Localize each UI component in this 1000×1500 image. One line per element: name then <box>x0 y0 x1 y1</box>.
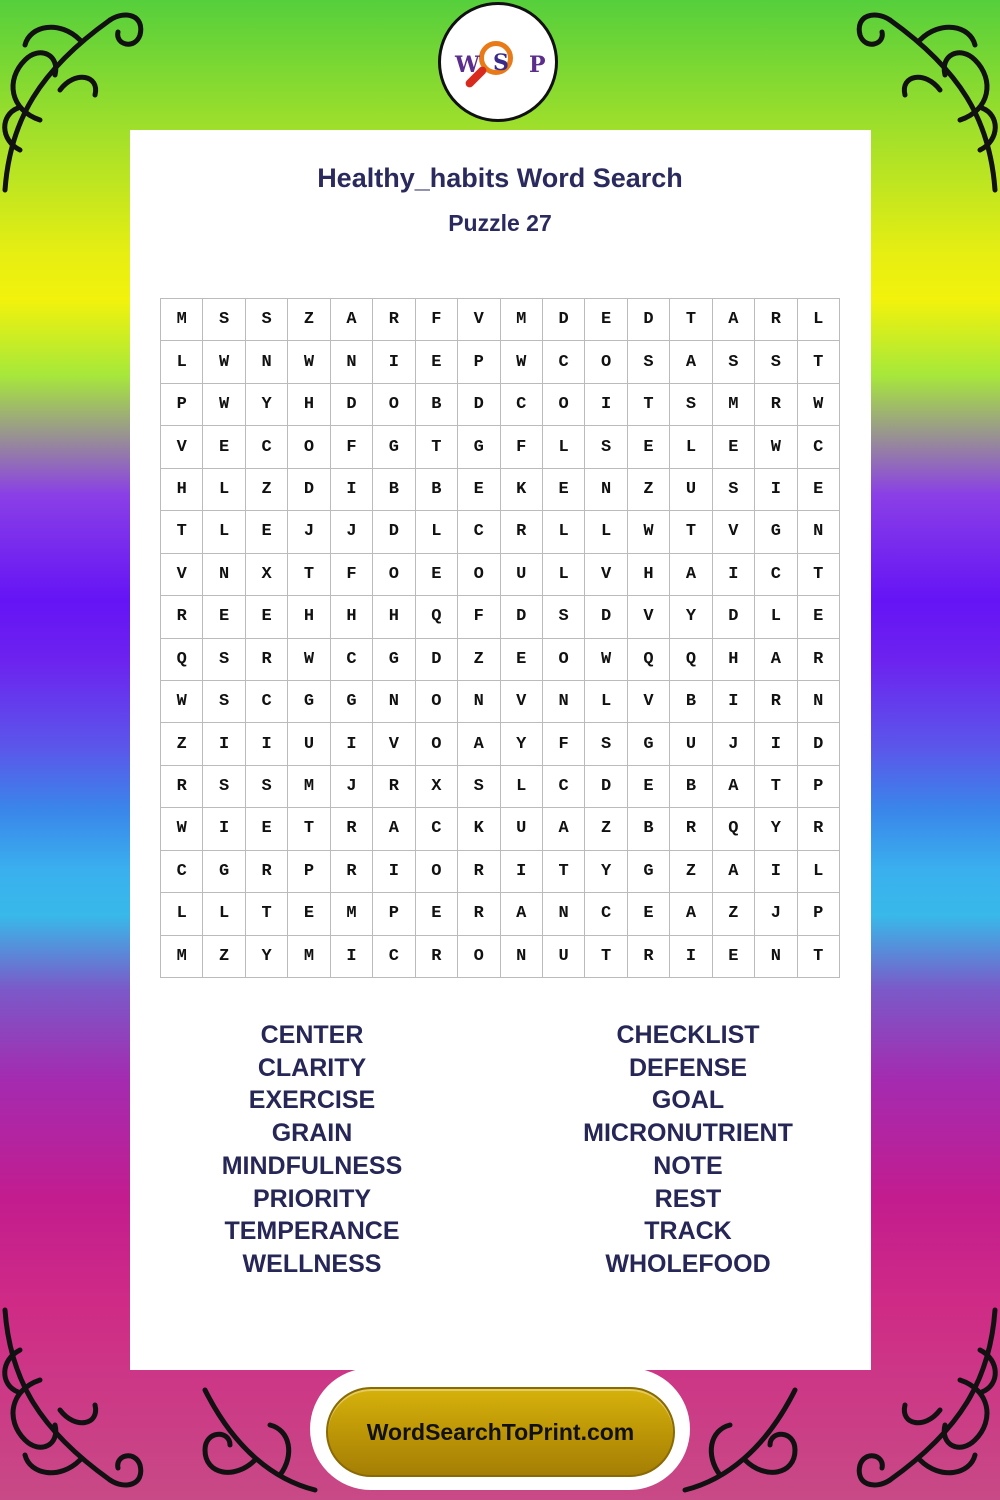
grid-cell[interactable]: M <box>713 384 755 426</box>
grid-cell[interactable]: S <box>203 299 245 341</box>
grid-cell[interactable]: A <box>713 299 755 341</box>
grid-cell[interactable]: E <box>288 893 330 935</box>
grid-cell[interactable]: B <box>670 681 712 723</box>
grid-cell[interactable]: F <box>501 426 543 468</box>
grid-cell[interactable]: V <box>458 299 500 341</box>
grid-cell[interactable]: L <box>543 426 585 468</box>
grid-cell[interactable]: C <box>373 936 415 978</box>
grid-cell[interactable]: Z <box>713 893 755 935</box>
grid-cell[interactable]: M <box>331 893 373 935</box>
word-item: CHECKLIST <box>616 1021 760 1049</box>
grid-cell[interactable]: G <box>628 723 670 765</box>
grid-cell[interactable]: L <box>416 511 458 553</box>
grid-cell[interactable]: Z <box>288 299 330 341</box>
grid-cell[interactable]: D <box>416 639 458 681</box>
grid-cell[interactable]: O <box>373 554 415 596</box>
grid-cell[interactable]: G <box>331 681 373 723</box>
word-item: CENTER <box>260 1021 364 1049</box>
grid-cell[interactable]: N <box>543 893 585 935</box>
grid-cell[interactable]: T <box>416 426 458 468</box>
grid-cell[interactable]: P <box>798 893 840 935</box>
grid-cell[interactable]: L <box>203 893 245 935</box>
grid-cell[interactable]: B <box>373 469 415 511</box>
grid-cell[interactable]: B <box>416 469 458 511</box>
grid-cell[interactable]: O <box>458 554 500 596</box>
grid-cell[interactable]: C <box>501 384 543 426</box>
grid-cell[interactable]: R <box>416 936 458 978</box>
grid-cell[interactable]: A <box>331 299 373 341</box>
grid-cell[interactable]: S <box>628 341 670 383</box>
grid-cell[interactable]: H <box>373 596 415 638</box>
grid-cell[interactable]: N <box>203 554 245 596</box>
grid-cell[interactable]: C <box>543 766 585 808</box>
word-list-right <box>538 1019 838 1281</box>
grid-cell[interactable]: C <box>331 639 373 681</box>
grid-cell[interactable]: D <box>373 511 415 553</box>
word-item: WHOLEFOOD <box>605 1249 771 1278</box>
grid-cell[interactable]: U <box>501 554 543 596</box>
grid-cell[interactable]: T <box>628 384 670 426</box>
grid-cell[interactable]: F <box>458 596 500 638</box>
grid-cell[interactable]: O <box>288 426 330 468</box>
grid-cell[interactable]: W <box>755 426 797 468</box>
grid-cell[interactable]: S <box>203 766 245 808</box>
grid-cell[interactable]: R <box>755 299 797 341</box>
word-item: DEFENSE <box>628 1053 748 1082</box>
grid-cell[interactable]: Z <box>161 723 203 765</box>
grid-cell[interactable]: E <box>416 341 458 383</box>
word-item: WELLNESS <box>242 1249 382 1278</box>
grid-cell[interactable]: S <box>713 469 755 511</box>
grid-cell[interactable]: G <box>288 681 330 723</box>
grid-cell[interactable]: V <box>161 554 203 596</box>
grid-cell[interactable]: R <box>628 936 670 978</box>
grid-cell[interactable]: Q <box>670 639 712 681</box>
grid-cell[interactable]: S <box>543 596 585 638</box>
corner-ornament-icon <box>850 1300 1000 1500</box>
grid-cell[interactable]: J <box>331 511 373 553</box>
word-item: CLARITY <box>257 1053 367 1082</box>
grid-cell[interactable]: O <box>416 681 458 723</box>
grid-cell[interactable]: G <box>373 426 415 468</box>
grid-cell[interactable]: T <box>670 511 712 553</box>
grid-cell[interactable]: E <box>798 469 840 511</box>
grid-cell[interactable]: L <box>161 893 203 935</box>
grid-cell[interactable]: M <box>288 766 330 808</box>
grid-cell[interactable]: Q <box>713 808 755 850</box>
grid-cell[interactable]: L <box>670 426 712 468</box>
grid-cell[interactable]: I <box>203 808 245 850</box>
logo-letter: S <box>493 50 509 76</box>
grid-cell[interactable]: E <box>628 893 670 935</box>
grid-cell[interactable]: T <box>543 851 585 893</box>
grid-cell[interactable]: C <box>585 893 627 935</box>
grid-cell[interactable]: S <box>713 341 755 383</box>
grid-cell[interactable]: R <box>331 808 373 850</box>
grid-cell[interactable]: P <box>288 851 330 893</box>
grid-cell[interactable]: O <box>373 384 415 426</box>
grid-cell[interactable]: T <box>798 936 840 978</box>
grid-cell[interactable]: Z <box>458 639 500 681</box>
scroll-ornament-icon <box>680 1370 815 1500</box>
grid-cell[interactable]: A <box>670 893 712 935</box>
grid-cell[interactable]: D <box>798 723 840 765</box>
grid-cell[interactable]: H <box>161 469 203 511</box>
word-list-left <box>162 1019 462 1281</box>
grid-cell[interactable]: H <box>713 639 755 681</box>
grid-cell[interactable]: T <box>755 766 797 808</box>
grid-cell[interactable]: C <box>798 426 840 468</box>
grid-cell[interactable]: U <box>501 808 543 850</box>
grid-cell[interactable]: V <box>585 554 627 596</box>
grid-cell[interactable]: S <box>458 766 500 808</box>
grid-cell[interactable]: U <box>288 723 330 765</box>
grid-cell[interactable]: P <box>373 893 415 935</box>
grid-cell[interactable]: L <box>755 596 797 638</box>
grid-cell[interactable]: S <box>246 299 288 341</box>
grid-cell[interactable]: F <box>543 723 585 765</box>
grid-cell[interactable]: O <box>585 341 627 383</box>
grid-cell[interactable]: L <box>543 554 585 596</box>
grid-cell[interactable]: T <box>246 893 288 935</box>
grid-cell[interactable]: Q <box>628 639 670 681</box>
grid-cell[interactable]: T <box>798 554 840 596</box>
grid-cell[interactable]: S <box>585 426 627 468</box>
grid-cell[interactable]: E <box>416 554 458 596</box>
grid-cell[interactable]: C <box>161 851 203 893</box>
grid-cell[interactable]: G <box>458 426 500 468</box>
grid-cell[interactable]: O <box>543 639 585 681</box>
grid-cell[interactable]: C <box>416 808 458 850</box>
grid-cell[interactable]: W <box>501 341 543 383</box>
grid-cell[interactable]: F <box>331 554 373 596</box>
grid-cell[interactable]: I <box>373 341 415 383</box>
scroll-ornament-icon <box>185 1370 320 1500</box>
website-button[interactable]: WordSearchToPrint.com <box>326 1387 675 1477</box>
grid-cell[interactable]: E <box>628 766 670 808</box>
grid-cell[interactable]: J <box>755 893 797 935</box>
grid-cell[interactable]: L <box>203 511 245 553</box>
grid-cell[interactable]: I <box>331 936 373 978</box>
grid-cell[interactable]: C <box>246 681 288 723</box>
grid-cell[interactable]: E <box>246 511 288 553</box>
word-item: TRACK <box>644 1217 732 1246</box>
grid-cell[interactable]: E <box>798 596 840 638</box>
logo-letter: W <box>455 52 480 78</box>
grid-cell[interactable]: Q <box>416 596 458 638</box>
grid-cell[interactable]: B <box>670 766 712 808</box>
grid-cell[interactable]: A <box>670 341 712 383</box>
word-item: GOAL <box>651 1086 725 1115</box>
grid-cell[interactable]: F <box>416 299 458 341</box>
grid-cell[interactable]: E <box>501 639 543 681</box>
grid-cell[interactable]: H <box>628 554 670 596</box>
grid-cell[interactable]: Y <box>585 851 627 893</box>
grid-cell[interactable]: S <box>670 384 712 426</box>
grid-cell[interactable]: F <box>331 426 373 468</box>
grid-cell[interactable]: N <box>373 681 415 723</box>
grid-cell[interactable]: V <box>628 681 670 723</box>
corner-ornament-icon <box>0 1300 150 1500</box>
grid-cell[interactable]: S <box>755 341 797 383</box>
grid-cell[interactable]: N <box>755 936 797 978</box>
grid-cell[interactable]: W <box>288 341 330 383</box>
grid-cell[interactable]: S <box>203 639 245 681</box>
grid-cell[interactable]: W <box>798 384 840 426</box>
word-item: NOTE <box>653 1151 723 1180</box>
grid-cell[interactable]: P <box>458 341 500 383</box>
grid-cell[interactable]: L <box>585 511 627 553</box>
grid-cell[interactable]: N <box>246 341 288 383</box>
grid-cell[interactable]: T <box>585 936 627 978</box>
grid-cell[interactable]: Y <box>246 384 288 426</box>
grid-cell[interactable]: R <box>670 808 712 850</box>
word-item: MINDFULNESS <box>221 1151 403 1180</box>
grid-cell[interactable]: I <box>501 851 543 893</box>
grid-cell[interactable]: H <box>288 596 330 638</box>
grid-cell[interactable]: P <box>161 384 203 426</box>
grid-cell[interactable]: S <box>203 681 245 723</box>
grid-cell[interactable]: T <box>288 808 330 850</box>
grid-cell[interactable]: A <box>755 639 797 681</box>
grid-cell[interactable]: O <box>416 723 458 765</box>
grid-cell[interactable]: R <box>458 851 500 893</box>
grid-cell[interactable]: X <box>246 554 288 596</box>
word-item: EXERCISE <box>248 1086 376 1115</box>
grid-cell[interactable]: O <box>458 936 500 978</box>
grid-cell[interactable]: G <box>628 851 670 893</box>
grid-cell[interactable]: E <box>246 596 288 638</box>
grid-cell[interactable]: I <box>373 851 415 893</box>
grid-cell[interactable]: O <box>416 851 458 893</box>
grid-cell[interactable]: R <box>246 851 288 893</box>
grid-cell[interactable]: R <box>755 681 797 723</box>
grid-cell[interactable]: I <box>755 723 797 765</box>
grid-cell[interactable]: K <box>501 469 543 511</box>
grid-cell[interactable]: Z <box>628 469 670 511</box>
grid-cell[interactable]: H <box>288 384 330 426</box>
grid-cell[interactable]: S <box>246 766 288 808</box>
grid-cell[interactable]: E <box>203 596 245 638</box>
grid-cell[interactable]: E <box>416 893 458 935</box>
grid-cell[interactable]: Y <box>670 596 712 638</box>
grid-cell[interactable]: R <box>373 766 415 808</box>
grid-cell[interactable]: D <box>543 299 585 341</box>
word-item: TEMPERANCE <box>224 1217 400 1246</box>
grid-cell[interactable]: W <box>628 511 670 553</box>
grid-cell[interactable]: U <box>670 723 712 765</box>
word-item: REST <box>654 1184 722 1213</box>
grid-cell[interactable]: L <box>161 341 203 383</box>
grid-cell[interactable]: S <box>585 723 627 765</box>
grid-cell[interactable]: C <box>543 341 585 383</box>
grid-cell[interactable]: B <box>628 808 670 850</box>
grid-cell[interactable]: D <box>331 384 373 426</box>
grid-cell[interactable]: E <box>246 808 288 850</box>
grid-cell[interactable]: Q <box>161 639 203 681</box>
grid-cell[interactable]: A <box>373 808 415 850</box>
grid-cell[interactable]: I <box>331 723 373 765</box>
grid-cell[interactable]: A <box>501 893 543 935</box>
grid-cell[interactable]: G <box>373 639 415 681</box>
grid-cell[interactable]: J <box>331 766 373 808</box>
grid-cell[interactable]: N <box>501 936 543 978</box>
grid-cell[interactable]: L <box>798 299 840 341</box>
logo-letter: P <box>529 52 546 78</box>
grid-cell[interactable]: E <box>458 469 500 511</box>
grid-cell[interactable]: E <box>203 426 245 468</box>
grid-cell[interactable]: X <box>416 766 458 808</box>
grid-cell[interactable]: D <box>713 596 755 638</box>
grid-cell[interactable]: H <box>331 596 373 638</box>
grid-cell[interactable]: N <box>798 681 840 723</box>
grid-cell[interactable]: E <box>713 426 755 468</box>
grid-cell[interactable]: R <box>501 511 543 553</box>
grid-cell[interactable]: I <box>670 936 712 978</box>
grid-cell[interactable]: W <box>585 639 627 681</box>
grid-cell[interactable]: C <box>458 511 500 553</box>
puzzle-number: Puzzle 27 <box>448 210 552 236</box>
grid-cell[interactable]: J <box>713 723 755 765</box>
grid-cell[interactable]: L <box>585 681 627 723</box>
grid-cell[interactable]: G <box>755 511 797 553</box>
grid-cell[interactable]: D <box>628 299 670 341</box>
grid-cell[interactable]: A <box>458 723 500 765</box>
grid-cell[interactable]: D <box>458 384 500 426</box>
grid-cell[interactable]: E <box>543 469 585 511</box>
grid-cell[interactable]: I <box>331 469 373 511</box>
grid-cell[interactable]: C <box>755 554 797 596</box>
word-item: GRAIN <box>271 1119 353 1148</box>
grid-cell[interactable]: G <box>203 851 245 893</box>
grid-cell[interactable]: Y <box>501 723 543 765</box>
grid-cell[interactable]: T <box>161 511 203 553</box>
grid-cell[interactable]: M <box>161 299 203 341</box>
grid-cell[interactable]: V <box>501 681 543 723</box>
grid-cell[interactable]: R <box>161 596 203 638</box>
grid-cell[interactable]: U <box>543 936 585 978</box>
grid-cell[interactable]: J <box>288 511 330 553</box>
grid-cell[interactable]: W <box>161 681 203 723</box>
grid-cell[interactable]: R <box>373 299 415 341</box>
grid-cell[interactable]: I <box>585 384 627 426</box>
grid-cell[interactable]: Z <box>670 851 712 893</box>
grid-cell[interactable]: O <box>543 384 585 426</box>
grid-cell[interactable]: I <box>713 681 755 723</box>
grid-cell[interactable]: T <box>288 554 330 596</box>
grid-cell[interactable]: N <box>543 681 585 723</box>
grid-cell[interactable]: C <box>246 426 288 468</box>
grid-cell[interactable]: N <box>331 341 373 383</box>
grid-cell[interactable]: R <box>246 639 288 681</box>
grid-cell[interactable]: I <box>203 723 245 765</box>
grid-cell[interactable]: N <box>458 681 500 723</box>
grid-cell[interactable]: W <box>203 384 245 426</box>
grid-cell[interactable]: U <box>670 469 712 511</box>
wsp-logo[interactable] <box>438 2 558 122</box>
grid-cell[interactable]: K <box>458 808 500 850</box>
grid-cell[interactable]: A <box>713 766 755 808</box>
grid-cell[interactable]: Z <box>585 808 627 850</box>
grid-cell[interactable]: V <box>373 723 415 765</box>
grid-cell[interactable]: R <box>331 851 373 893</box>
grid-cell[interactable]: E <box>628 426 670 468</box>
grid-cell[interactable]: E <box>713 936 755 978</box>
letter-grid <box>160 298 840 978</box>
grid-cell[interactable]: W <box>161 808 203 850</box>
page-title: Healthy_habits Word Search <box>317 163 683 193</box>
grid-cell[interactable]: T <box>670 299 712 341</box>
grid-cell[interactable]: I <box>755 469 797 511</box>
grid-cell[interactable]: R <box>798 639 840 681</box>
grid-cell[interactable]: M <box>161 936 203 978</box>
word-item: PRIORITY <box>252 1184 372 1213</box>
grid-cell[interactable]: A <box>670 554 712 596</box>
grid-cell[interactable]: P <box>798 766 840 808</box>
word-item: MICRONUTRIENT <box>583 1119 793 1148</box>
grid-cell[interactable]: B <box>416 384 458 426</box>
grid-cell[interactable]: L <box>543 511 585 553</box>
grid-cell[interactable]: D <box>585 596 627 638</box>
grid-cell[interactable]: L <box>203 469 245 511</box>
grid-cell[interactable]: Y <box>246 936 288 978</box>
grid-cell[interactable]: T <box>798 341 840 383</box>
grid-cell[interactable]: L <box>501 766 543 808</box>
grid-cell[interactable]: Z <box>203 936 245 978</box>
grid-cell[interactable]: D <box>501 596 543 638</box>
grid-cell[interactable]: A <box>543 808 585 850</box>
grid-cell[interactable]: R <box>458 893 500 935</box>
grid-cell[interactable]: I <box>755 851 797 893</box>
grid-cell[interactable]: R <box>798 808 840 850</box>
grid-cell[interactable]: V <box>713 511 755 553</box>
grid-cell[interactable]: W <box>288 639 330 681</box>
grid-cell[interactable]: N <box>585 469 627 511</box>
grid-cell[interactable]: I <box>713 554 755 596</box>
grid-cell[interactable]: N <box>798 511 840 553</box>
grid-cell[interactable]: W <box>203 341 245 383</box>
grid-cell[interactable]: Z <box>246 469 288 511</box>
grid-cell[interactable]: V <box>161 426 203 468</box>
grid-cell[interactable]: R <box>755 384 797 426</box>
grid-cell[interactable]: R <box>161 766 203 808</box>
grid-cell[interactable]: Y <box>755 808 797 850</box>
grid-cell[interactable]: A <box>713 851 755 893</box>
grid-cell[interactable]: D <box>288 469 330 511</box>
grid-cell[interactable]: V <box>628 596 670 638</box>
grid-cell[interactable]: L <box>798 851 840 893</box>
grid-cell[interactable]: I <box>246 723 288 765</box>
grid-cell[interactable]: M <box>501 299 543 341</box>
grid-cell[interactable]: E <box>585 299 627 341</box>
grid-cell[interactable]: M <box>288 936 330 978</box>
grid-cell[interactable]: D <box>585 766 627 808</box>
